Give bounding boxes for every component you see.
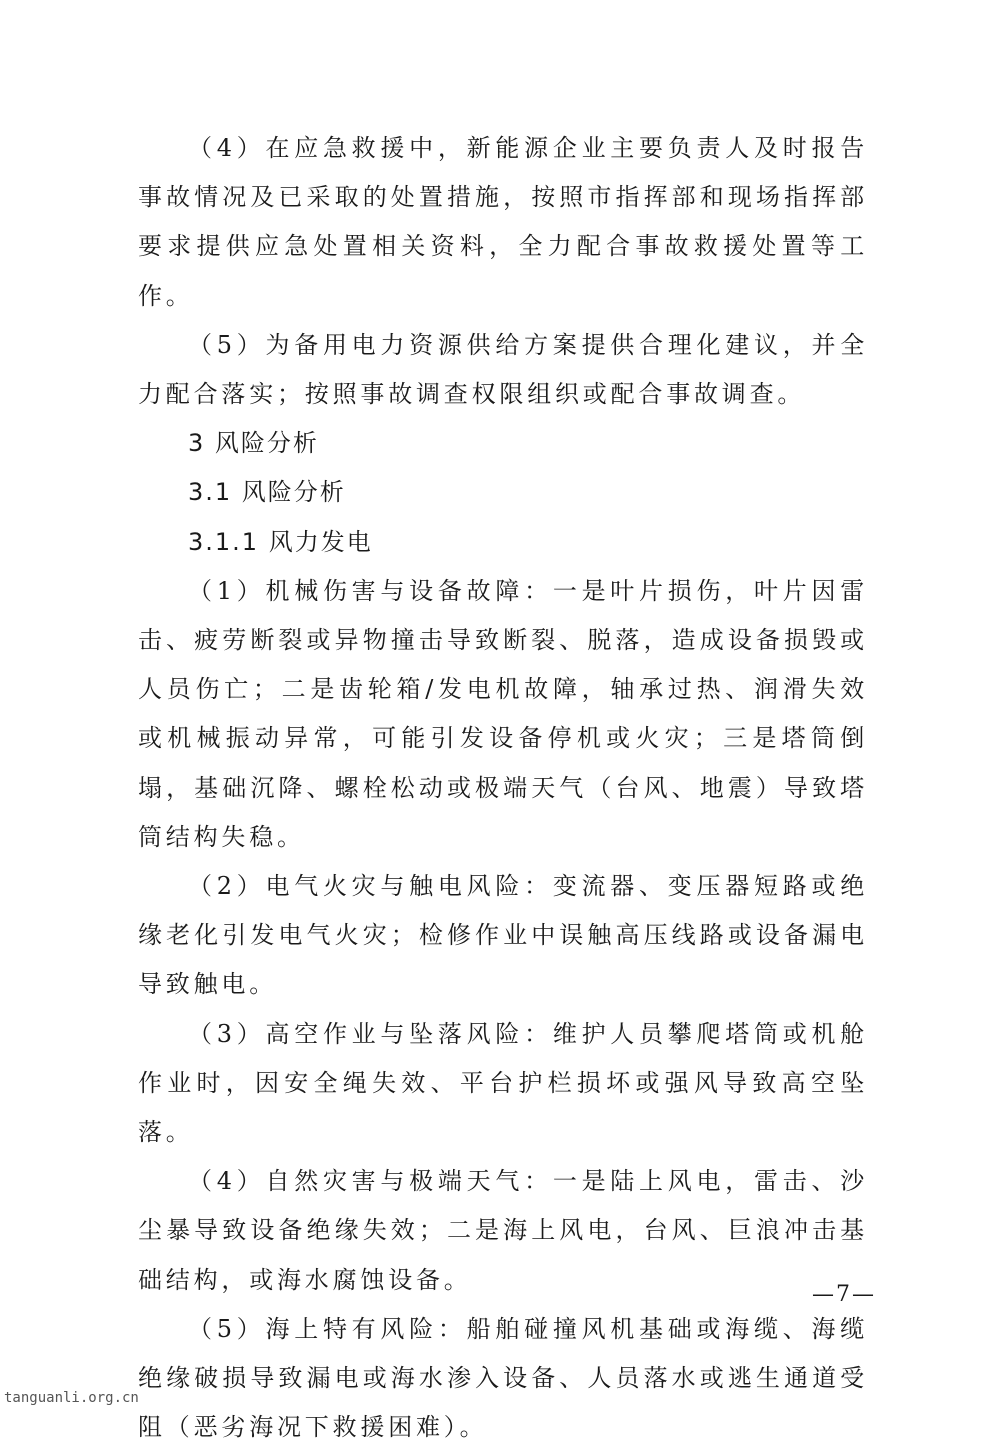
subsection-heading-3-1-1: 3.1.1 风力发电 — [188, 527, 373, 556]
paragraph-4-emergency-rescue: （4）在应急救援中，新能源企业主要负责人及时报告事故情况及已采取的处置措施，按照市指挥部和现场指挥部要求提供应急处置相关资料，全力配合事故救援处置等工作。 — [138, 134, 868, 310]
page-number: —7— — [812, 1282, 876, 1307]
paragraph-natural-disaster: （4）自然灾害与极端天气：一是陆上风电，雷击、沙尘暴导致设备绝缘失效；二是海上风电，台风、巨浪冲击基础结构，或海水腐蚀设备。 — [138, 1167, 868, 1294]
watermark: tanguanli.org.cn — [4, 1390, 139, 1406]
paragraph-electrical-fire: （2）电气火灾与触电风险：变流器、变压器短路或绝缘老化引发电气火灾；检修作业中误触高压线路或设备漏电导致触电。 — [138, 872, 868, 999]
paragraph-offshore-risk: （5）海上特有风险：船舶碰撞风机基础或海缆、海缆绝缘破损导致漏电或海水渗入设备、人员落水或逃生通道受阻（恶劣海况下救援困难）。 — [138, 1314, 868, 1442]
paragraph-mechanical-hazard: （1）机械伤害与设备故障：一是叶片损伤，叶片因雷击、疲劳断裂或异物撞击导致断裂、脱落，造成设备损毁或人员伤亡；二是齿轮箱/发电机故障，轴承过热、润滑失效或机械振动异常，可能引发设备停机或火灾；三是塔筒倒塌，基础沉降、螺栓松动或极端天气（台风、地震）导致塔筒结构失稳。 — [138, 576, 868, 851]
paragraph-fall-risk: （3）高空作业与坠落风险：维护人员攀爬塔筒或机舱作业时，因安全绳失效、平台护栏损坏或强风导致高空坠落。 — [138, 1019, 868, 1147]
subsection-heading-3-1: 3.1 风险分析 — [188, 478, 346, 507]
paragraph-5-backup-power: （5）为备用电力资源供给方案提供合理化建议，并全力配合落实；按照事故调查权限组织或配合事故调查。 — [138, 330, 868, 409]
section-heading-risk-analysis: 3 风险分析 — [188, 429, 319, 458]
document-body — [138, 124, 868, 1452]
